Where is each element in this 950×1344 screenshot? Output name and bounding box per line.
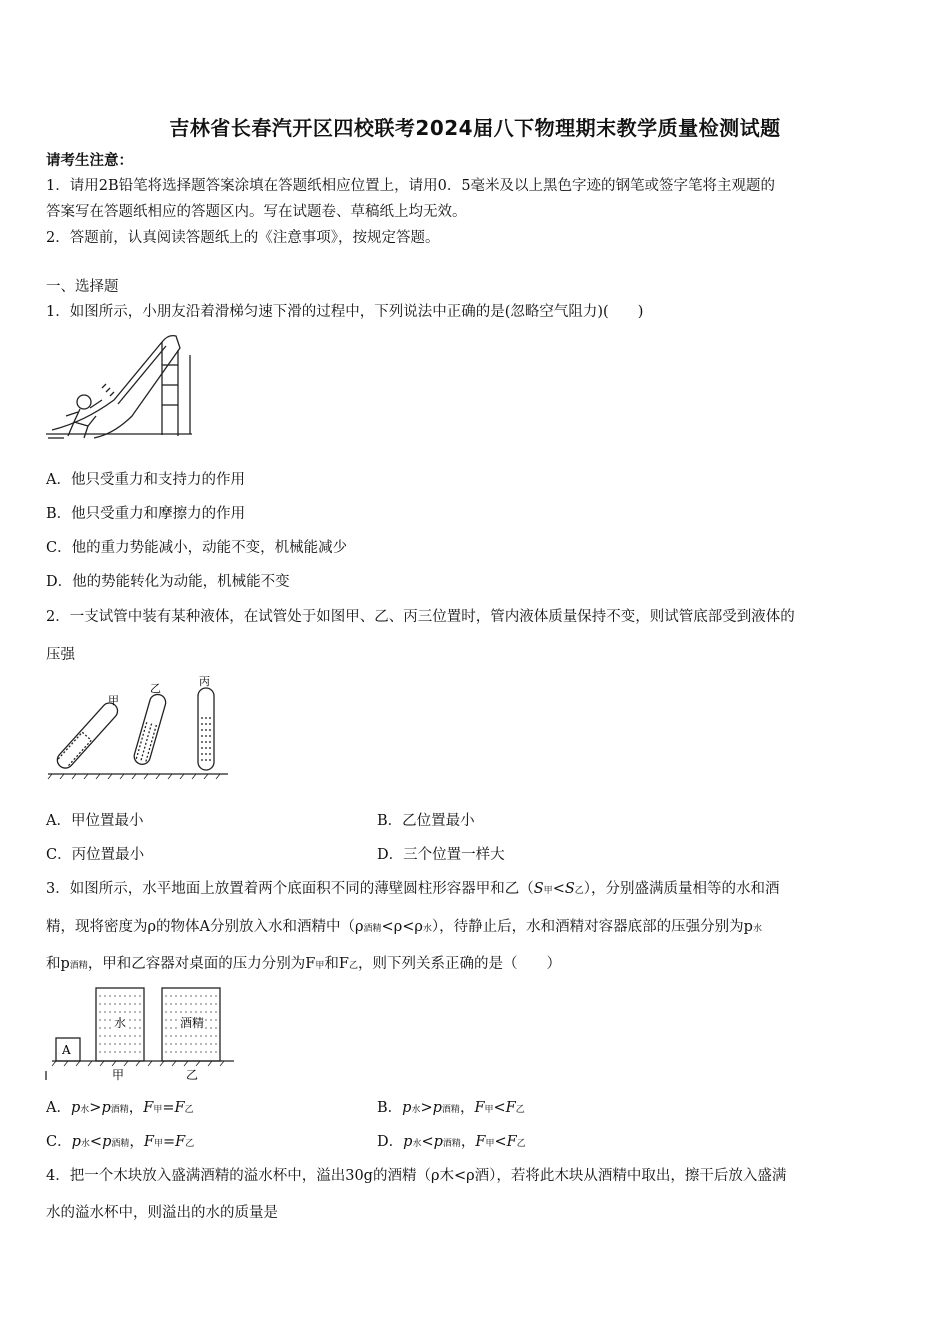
notice-line-3: 2．答题前，认真阅读答题纸上的《注意事项》，按规定答题。 (46, 230, 440, 246)
q3-option-a: A．p水>p酒精，F甲=F乙 (46, 1100, 194, 1116)
q1-option-b: B．他只受重力和摩擦力的作用 (46, 506, 246, 522)
q2-option-a: A．甲位置最小 (46, 813, 144, 829)
q4-stem-line-2: 水的溢水杯中，则溢出的水的质量是 (46, 1205, 278, 1221)
q3-option-d: D．p水<p酒精，F甲<F乙 (377, 1134, 526, 1150)
q2-option-b: B．乙位置最小 (377, 813, 475, 829)
tube-label-bing: 丙 (199, 675, 210, 688)
q3-stem-line-1: 3．如图所示，水平地面上放置着两个底面积不同的薄壁圆柱形容器甲和乙（S甲<S乙），分别盛满质量相等的水和酒 (46, 881, 780, 897)
q1-stem: 1．如图所示，小朋友沿着滑梯匀速下滑的过程中，下列说法中正确的是(忽略空气阻力)( ) (46, 304, 644, 320)
tube-label-yi: 乙 (150, 682, 161, 695)
caption-yi: 乙 (186, 1068, 199, 1082)
notice-line-1: 1．请用2B铅笔将选择题答案涂填在答题纸相应位置上，请用0．5毫米及以上黑色字迹的钢笔或签字笔将主观题的 (46, 178, 776, 194)
tube-label-jia: 甲 (108, 694, 119, 707)
q2-option-d: D．三个位置一样大 (377, 847, 505, 863)
container-jia-label: 水 (114, 1016, 127, 1030)
caption-jia: 甲 (112, 1068, 125, 1082)
q4-stem-line-1: 4．把一个木块放入盛满酒精的溢水杯中，溢出30g的酒精（ρ木<ρ酒），若将此木块从酒精中取出，擦干后放入盛满 (46, 1168, 787, 1184)
q1-option-c: C．他的重力势能减小，动能不变，机械能减少 (46, 540, 348, 556)
page-title: 吉林省长春汽开区四校联考2024届八下物理期末教学质量检测试题 (169, 116, 781, 140)
notice-heading: 请考生注意： (46, 152, 133, 169)
block-a-label: A (62, 1043, 71, 1057)
q2-stem-line-2: 压强 (46, 647, 75, 663)
slide-figure (44, 330, 194, 445)
q2-stem-line-1: 2．一支试管中装有某种液体，在试管处于如图甲、乙、丙三位置时，管内液体质量保持不变，则试管底部受到液体的 (46, 609, 795, 625)
q1-option-a: A．他只受重力和支持力的作用 (46, 472, 245, 488)
containers-figure (44, 982, 239, 1084)
test-tube-figure (44, 672, 234, 782)
q3-stem-line-2: 精，现将密度为ρ的物体A分别放入水和酒精中（ρ酒精<ρ<ρ水），待静止后，水和酒精对容器底部的压强分别为p水 (46, 919, 762, 935)
q3-stem-line-3: 和p酒精，甲和乙容器对桌面的压力分别为F甲和F乙，则下列关系正确的是（ ） (46, 956, 561, 972)
section-heading: 一、选择题 (46, 279, 119, 295)
notice-line-2: 答案写在答题纸相应的答题区内。写在试题卷、草稿纸上均无效。 (46, 204, 467, 220)
q1-option-d: D．他的势能转化为动能，机械能不变 (46, 574, 290, 590)
q2-option-c: C．丙位置最小 (46, 847, 145, 863)
q3-option-c: C．p水<p酒精，F甲=F乙 (46, 1134, 195, 1150)
q3-option-b: B．p水>p酒精，F甲<F乙 (377, 1100, 525, 1116)
container-yi-label: 酒精 (180, 1016, 205, 1030)
